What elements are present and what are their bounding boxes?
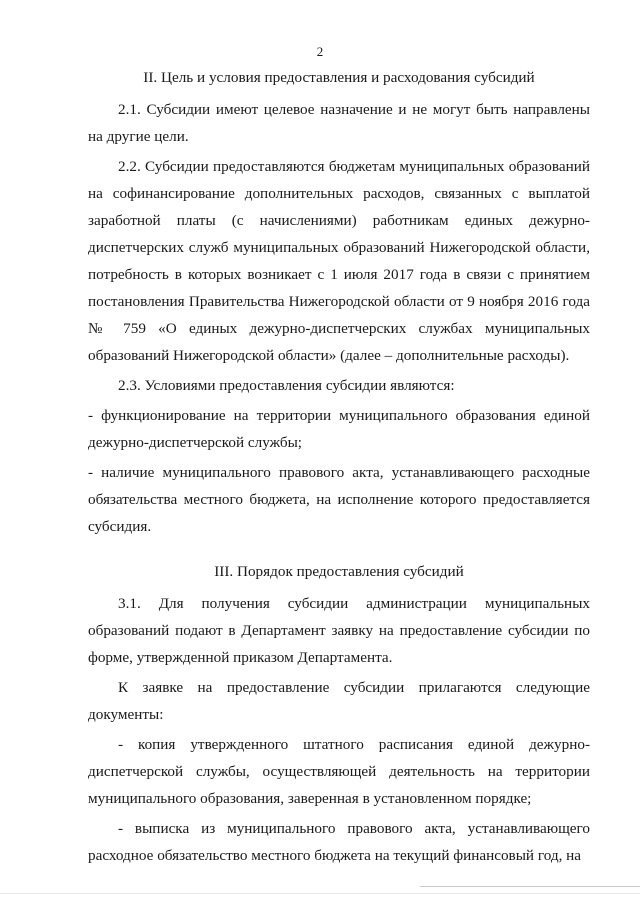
scan-artifact: [0, 893, 640, 894]
section-2-heading: II. Цель и условия предоставления и расходования субсидий: [143, 69, 535, 86]
paragraph-2-3: 2.3. Условиями предоставления субсидии являются:: [118, 377, 455, 394]
document-item: - выписка из муниципального правового акта, устанавливающего расходное обязательство местного бюджета на текущий финансовый год, на: [88, 820, 590, 864]
scan-artifact: [420, 886, 640, 887]
section-3-heading: III. Порядок предоставления субсидий: [214, 563, 464, 580]
document-body: [88, 64, 590, 872]
paragraph-2-1: 2.1. Субсидии имеют целевое назначение и не могут быть направлены на другие цели.: [88, 101, 590, 145]
paragraph-3-1: 3.1. Для получения субсидии администрации муниципальных образований подают в Департамент заявку на предоставление субсидии по форме, утвержденной приказом Департамента.: [88, 595, 590, 666]
document-item: - копия утвержденного штатного расписания единой дежурно-диспетчерской службы, осуществляющей деятельность на территории муниципального образования, заверенная в установленном порядке;: [88, 736, 590, 807]
paragraph-2-2: 2.2. Субсидии предоставляются бюджетам муниципальных образований на софинансирование дополнительных расходов, связанных с выплатой заработной платы (с начислениями) работникам единых дежурно-диспетчерских служб муниципальных образований Нижегородской области, потребность в которых возникает с 1 июля 2017 года в связи с принятием постановления Правительства Нижегородской области от 9 ноября 2016 года № 759 «О единых дежурно-диспетчерских службах муниципальных образований Нижегородской области» (далее – дополнительные расходы).: [88, 158, 590, 364]
condition-item: - наличие муниципального правового акта, устанавливающего расходные обязательства местного бюджета, на исполнение которого предоставляется субсидия.: [88, 464, 590, 535]
page-number: 2: [316, 44, 324, 59]
condition-item: - функционирование на территории муниципального образования единой дежурно-диспетчерской службы;: [88, 407, 590, 451]
paragraph-documents: К заявке на предоставление субсидии прилагаются следующие документы:: [88, 679, 590, 723]
